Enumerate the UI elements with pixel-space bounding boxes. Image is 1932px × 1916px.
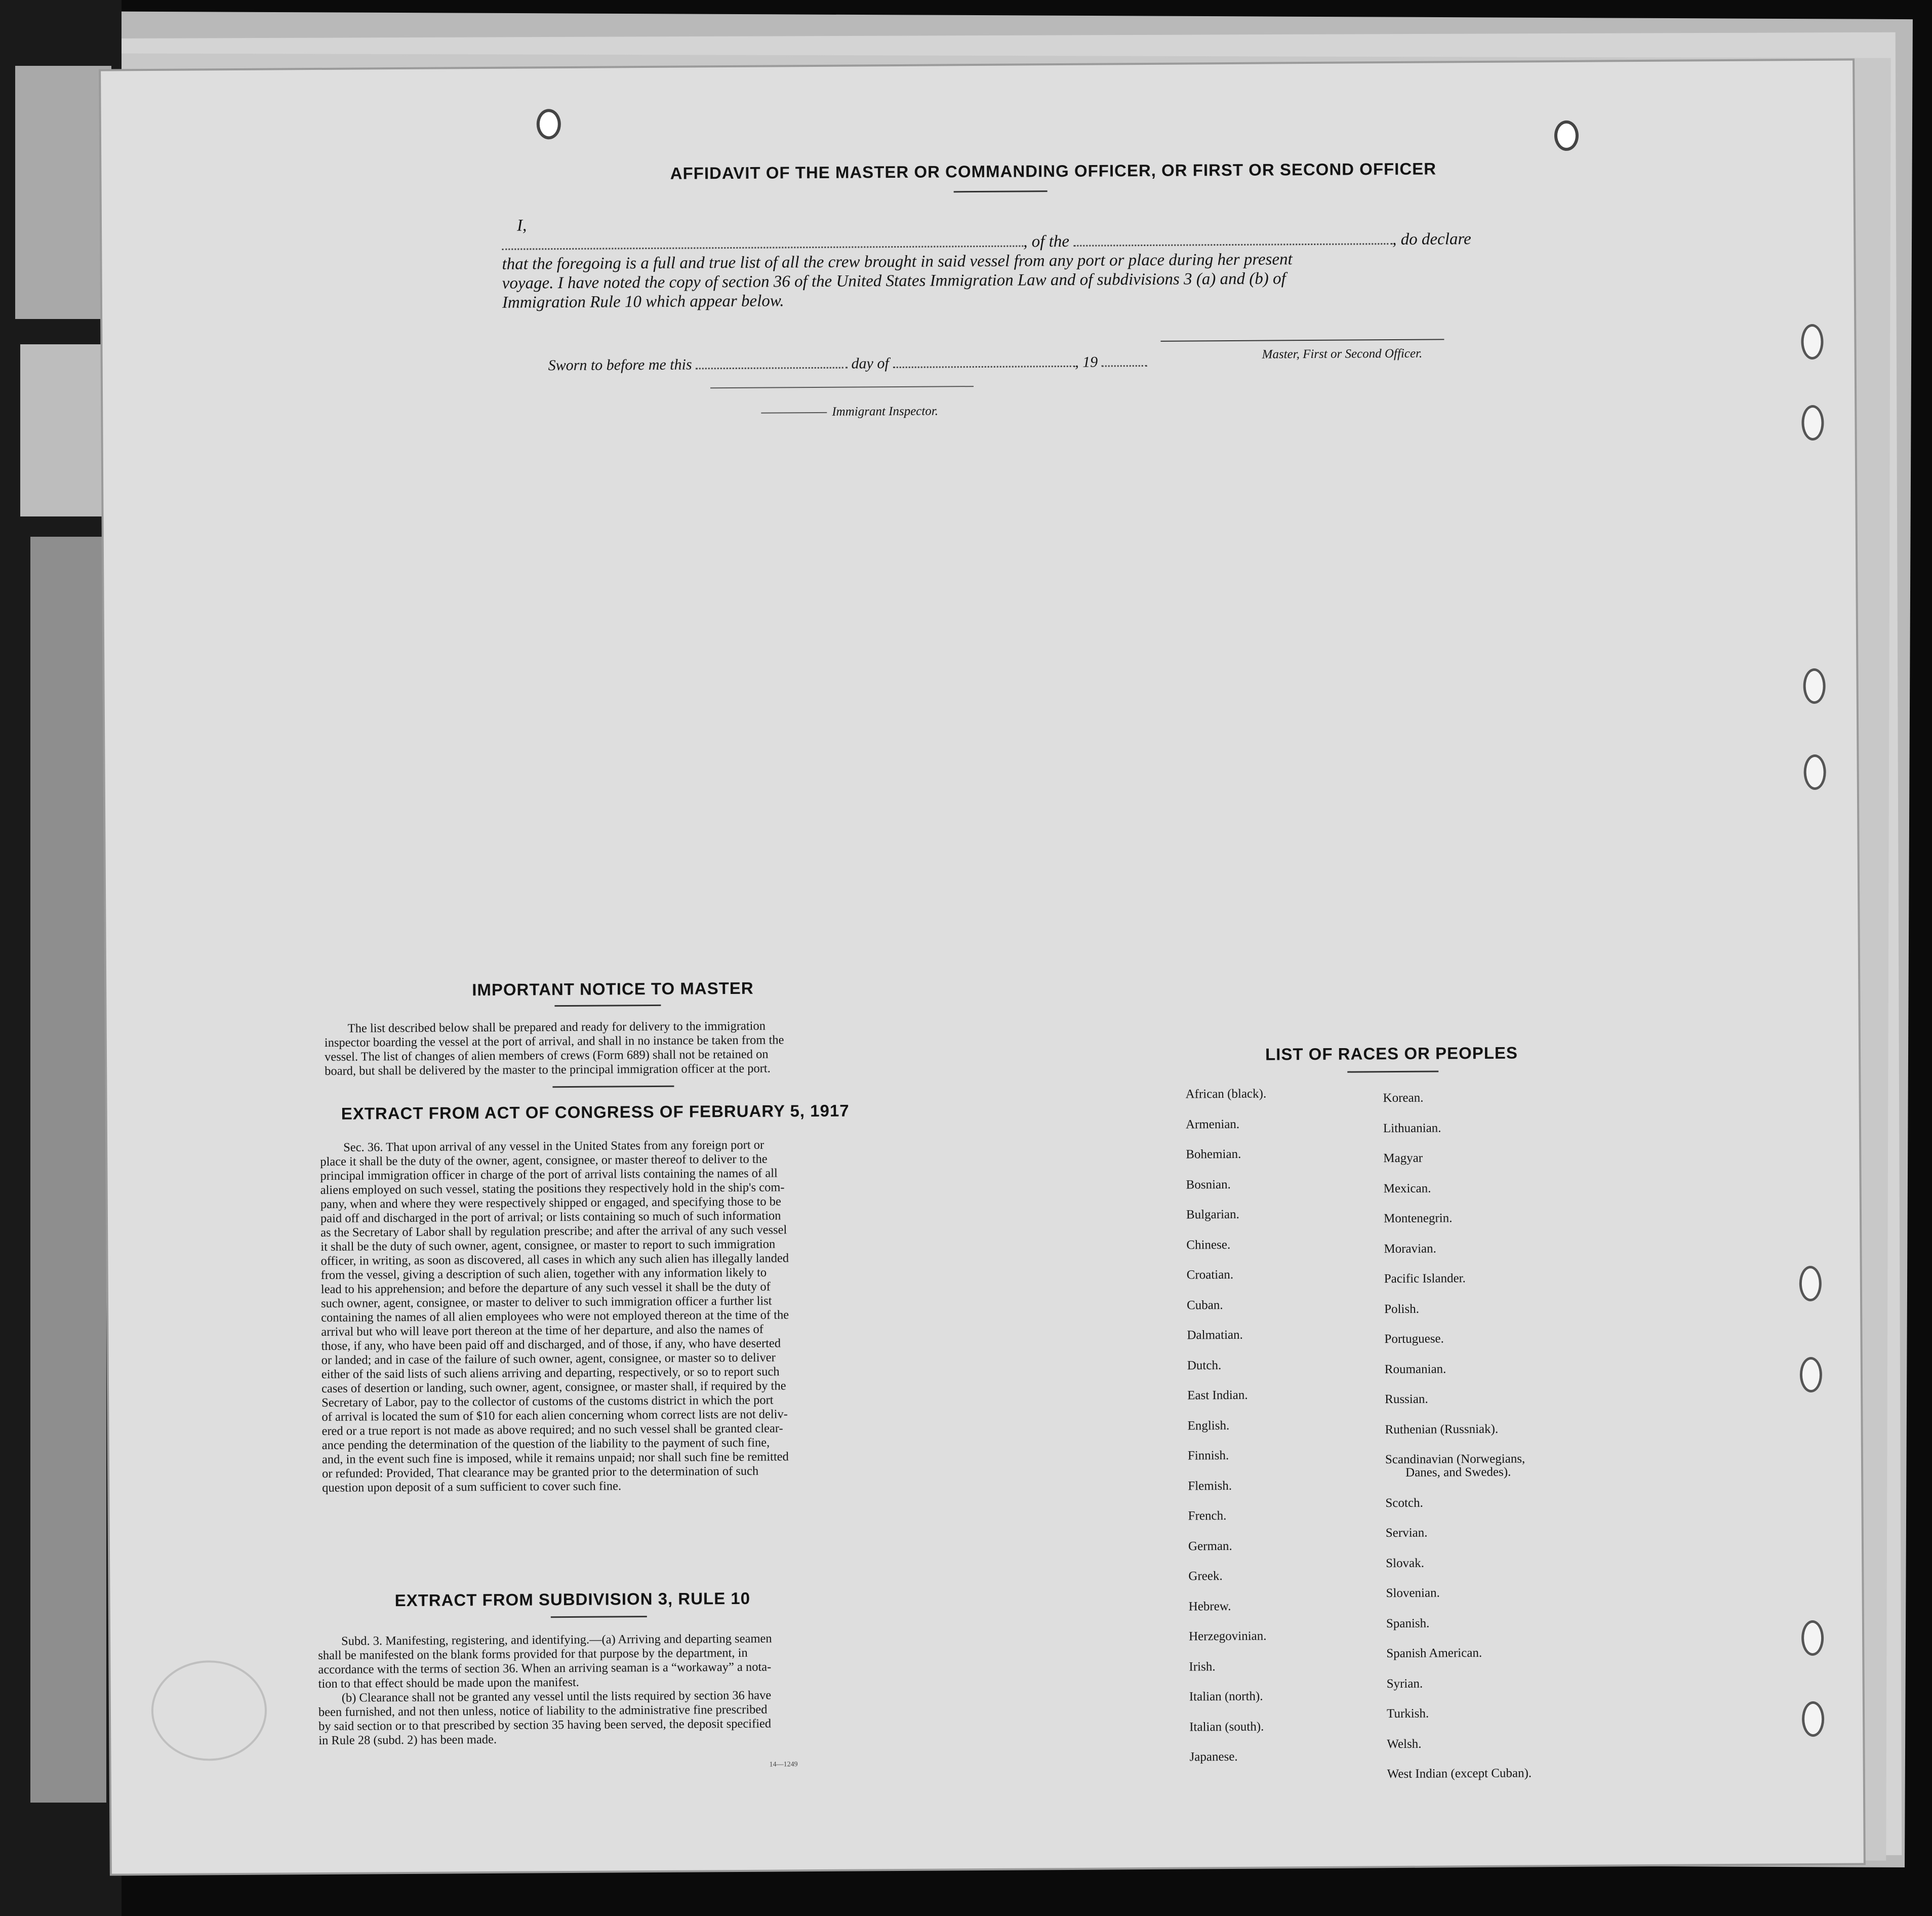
master-signature-label: Master, First or Second Officer. xyxy=(1262,346,1423,362)
paragraph-line: and, in the event such fine is imposed, while it remains unpaid; nor shall such fine be remitted xyxy=(321,1450,789,1466)
race-entry: Finnish. xyxy=(1187,1449,1229,1463)
race-entry: Magyar xyxy=(1383,1151,1423,1166)
paragraph-line: tion to that effect should be made upon the manifest. xyxy=(318,1675,579,1691)
master-signature-line[interactable] xyxy=(1160,339,1444,341)
paragraph-line: arrival but who will leave port thereon at the time of her departure, and also the names of xyxy=(321,1322,763,1339)
paragraph-line: pany, when and where they were respectively shipped or engaged, and specifying those to be xyxy=(320,1194,781,1211)
race-entry: Turkish. xyxy=(1386,1706,1429,1721)
inspector-signature-line[interactable] xyxy=(710,386,974,388)
notice-title: IMPORTANT NOTICE TO MASTER xyxy=(472,978,754,1000)
paragraph-line: (b) Clearance shall not be granted any vessel until the lists required by section 36 have xyxy=(341,1688,772,1705)
affidavit-title: AFFIDAVIT OF THE MASTER OR COMMANDING OFFICER, OR FIRST OR SECOND OFFICER xyxy=(670,159,1437,183)
race-entry: Herzegovinian. xyxy=(1189,1629,1267,1644)
notice-line: The list described below shall be prepared and ready for delivery to the immigration xyxy=(347,1019,766,1035)
notice-line: vessel. The list of changes of alien members of crews (Form 689) shall not be retained on xyxy=(324,1047,769,1064)
affidavit-line-declare: , of the , do declare xyxy=(502,230,1471,255)
paragraph-line: in Rule 28 (subd. 2) has been made. xyxy=(318,1732,497,1748)
race-entry: Chinese. xyxy=(1186,1238,1231,1252)
rule-10-paragraph xyxy=(318,1631,906,1748)
race-entry: Welsh. xyxy=(1387,1737,1422,1751)
name-blank[interactable] xyxy=(502,241,1023,250)
notice-paragraph xyxy=(325,1018,912,1079)
race-entry: Irish. xyxy=(1189,1659,1216,1674)
paragraph-line: containing the names of all alien employees who were not employed thereon at the time of the xyxy=(321,1308,789,1325)
race-entry: Flemish. xyxy=(1188,1479,1232,1493)
inspector-dotted-lead xyxy=(761,412,827,414)
paragraph-line: aliens employed on such vessel, stating the positions they respectively hold in the ship's com- xyxy=(320,1180,785,1197)
race-entry: Syrian. xyxy=(1386,1676,1423,1691)
paragraph-line: accordance with the terms of section 36. When an arriving seaman is a “workaway” a nota- xyxy=(318,1660,772,1677)
paragraph-line: question upon deposit of a sum sufficient to cover such fine. xyxy=(322,1479,622,1495)
race-entry: Croatian. xyxy=(1186,1267,1234,1282)
race-entry: German. xyxy=(1188,1539,1232,1553)
paragraph-line: principal immigration officer in charge of the port of arrival lists containing the names of all xyxy=(320,1166,778,1183)
race-entry: Servian. xyxy=(1385,1526,1428,1540)
paragraph-line: from the vessel, giving a description of such alien, together with any information likely to xyxy=(320,1265,767,1282)
race-entry: Spanish. xyxy=(1386,1616,1430,1630)
race-entry: Bulgarian. xyxy=(1186,1207,1239,1222)
race-entry: Scotch. xyxy=(1385,1496,1423,1510)
affidavit-page xyxy=(101,60,1864,1873)
sworn-month-blank[interactable] xyxy=(893,362,1075,368)
notice-rule xyxy=(554,1005,661,1007)
paragraph-line: Sec. 36. That upon arrival of any vessel in the United States from any foreign port or xyxy=(343,1138,764,1154)
notice-line: inspector boarding the vessel at the port of arrival, and shall in no instance be taken from the xyxy=(324,1033,784,1050)
race-entry: Dutch. xyxy=(1187,1358,1222,1373)
affidavit-line-3: voyage. I have noted the copy of section 36 of the United States Immigration Law and of subdivisions 3 (a) and (b) of xyxy=(502,269,1286,293)
paragraph-line: ance pending the determination of the question of the liability to the payment of such fine, xyxy=(321,1435,770,1452)
race-entry: Japanese. xyxy=(1189,1749,1238,1764)
race-entry: French. xyxy=(1188,1509,1227,1523)
edge-punch-mark xyxy=(1801,324,1823,360)
section-rule xyxy=(552,1086,674,1088)
affidavit-line-2: that the foregoing is a full and true list of all the crew brought in said vessel from any port or place during her present xyxy=(502,250,1293,273)
paragraph-line: paid off and discharged in the port of arrival; or lists containing so much of such information xyxy=(320,1209,781,1225)
form-number: 14—1249 xyxy=(769,1761,798,1769)
inspector-signature-label: Immigrant Inspector. xyxy=(832,404,939,419)
faded-seal xyxy=(151,1660,267,1761)
paragraph-line: or landed; and in case of the failure of such owner, agent, consignee, or master so to deliver xyxy=(321,1350,776,1367)
paragraph-line: Secretary of Labor, pay to the collector of customs of the customs district in which the port xyxy=(321,1393,774,1410)
paragraph-line: ered or a true report is not made as above required; and no such vessel shall be granted clear- xyxy=(321,1421,783,1438)
paragraph-line: officer, in writing, as soon as discovered, all cases in which any such alien has illegally landed xyxy=(320,1251,789,1268)
paragraph-line: by said section or to that prescribed by section 35 having been served, the deposit specified xyxy=(318,1717,772,1734)
rule-extract-title: EXTRACT FROM SUBDIVISION 3, RULE 10 xyxy=(394,1588,751,1610)
affidavit-line-1 xyxy=(517,216,527,235)
paragraph-line: either of the said lists of such aliens arriving and departing, respectively, or so to report such xyxy=(321,1365,780,1381)
affidavit-i: I, xyxy=(516,216,527,235)
race-entry: Moravian. xyxy=(1384,1242,1436,1256)
paragraph-line: place it shall be the duty of the owner, agent, consignee, or master thereof to deliver to the xyxy=(320,1152,768,1169)
paragraph-line: been furnished, and not then unless, notice of liability to the administrative fine prescribed xyxy=(318,1702,768,1720)
paragraph-line: as the Secretary of Labor shall by regulation prescribe; and after the arrival of any such vessel xyxy=(320,1223,787,1240)
race-entry: Montenegrin. xyxy=(1383,1211,1453,1226)
paragraph-line: or refunded: Provided, That clearance may be granted prior to the determination of such xyxy=(322,1464,759,1481)
paragraph-line: cases of desertion or landing, such owner, agent, consignee, or master shall, if required by the xyxy=(321,1379,786,1395)
races-title: LIST OF RACES OR PEOPLES xyxy=(1265,1043,1518,1064)
paragraph-line: Subd. 3. Manifesting, registering, and identifying.—(a) Arriving and departing seamen xyxy=(341,1631,772,1648)
race-entry: Cuban. xyxy=(1187,1298,1223,1312)
paragraph-line: shall be manifested on the blank forms provided for that purpose by the department, in xyxy=(318,1646,748,1663)
races-rule xyxy=(1347,1070,1438,1072)
race-entry: Scandinavian (Norwegians, xyxy=(1385,1452,1525,1467)
section-36-paragraph xyxy=(320,1137,909,1495)
race-entry: Portuguese. xyxy=(1384,1332,1444,1346)
rule-extract-rule xyxy=(551,1616,647,1618)
edge-punch-mark xyxy=(1803,668,1825,704)
race-entry: Mexican. xyxy=(1383,1181,1431,1195)
race-entry: West Indian (except Cuban). xyxy=(1387,1766,1532,1781)
race-entry: Dalmatian. xyxy=(1187,1328,1243,1342)
act-extract-title: EXTRACT FROM ACT OF CONGRESS OF FEBRUARY 5, 1917 xyxy=(341,1101,850,1123)
race-entry: Slovenian. xyxy=(1386,1586,1440,1601)
race-entry: Roumanian. xyxy=(1384,1362,1446,1376)
race-entry: Armenian. xyxy=(1185,1117,1240,1132)
paragraph-line: lead to his apprehension; and before the departure of any such vessel it shall be the duty of xyxy=(320,1280,771,1296)
race-entry: Hebrew. xyxy=(1188,1599,1231,1614)
punch-hole xyxy=(537,109,561,139)
title-rule xyxy=(954,190,1048,192)
paragraph-line: it shall be the duty of such owner, agent, consignee, or master to report to such immigration xyxy=(320,1237,776,1254)
race-entry: Bohemian. xyxy=(1186,1147,1241,1162)
sworn-day-blank[interactable] xyxy=(696,363,848,370)
sworn-line: Sworn to before me this day of , 19 xyxy=(548,353,1147,374)
punch-hole xyxy=(1554,121,1579,151)
vessel-blank[interactable] xyxy=(1073,239,1392,247)
race-entry: African (black). xyxy=(1185,1087,1267,1101)
notice-line: board, but shall be delivered by the master to the principal immigration officer at the port. xyxy=(325,1061,771,1078)
race-entry: Danes, and Swedes). xyxy=(1405,1465,1511,1480)
edge-punch-mark xyxy=(1802,1701,1824,1737)
affidavit-line-4: Immigration Rule 10 which appear below. xyxy=(502,292,784,312)
paragraph-line: those, if any, who have been paid off and discharged, and of those, if any, who have deserted xyxy=(321,1336,781,1353)
race-entry: Polish. xyxy=(1384,1302,1420,1316)
race-entry: Ruthenian (Russniak). xyxy=(1385,1422,1499,1436)
race-entry: Lithuanian. xyxy=(1383,1121,1441,1135)
race-entry: Bosnian. xyxy=(1186,1177,1231,1192)
paragraph-line: such owner, agent, consignee, or master to deliver to such immigration officer a further list xyxy=(320,1294,772,1310)
race-entry: Italian (north). xyxy=(1189,1689,1263,1704)
edge-punch-mark xyxy=(1799,1266,1822,1301)
edge-punch-mark xyxy=(1801,1620,1824,1656)
edge-punch-mark xyxy=(1803,754,1826,790)
race-entry: Pacific Islander. xyxy=(1384,1271,1466,1286)
race-entry: East Indian. xyxy=(1187,1388,1248,1403)
race-entry: Greek. xyxy=(1188,1569,1223,1583)
edge-punch-mark xyxy=(1800,1357,1822,1392)
race-entry: Korean. xyxy=(1383,1091,1424,1105)
race-entry: English. xyxy=(1187,1418,1230,1433)
race-entry: Italian (south). xyxy=(1189,1720,1264,1734)
sworn-year-blank[interactable] xyxy=(1102,361,1147,367)
race-entry: Slovak. xyxy=(1386,1556,1424,1570)
race-entry: Russian. xyxy=(1385,1392,1428,1407)
race-entry: Spanish American. xyxy=(1386,1646,1482,1661)
edge-punch-mark xyxy=(1801,405,1824,441)
paragraph-line: of arrival is located the sum of $10 for each alien concerning whom correct lists are not deliv- xyxy=(321,1407,788,1424)
